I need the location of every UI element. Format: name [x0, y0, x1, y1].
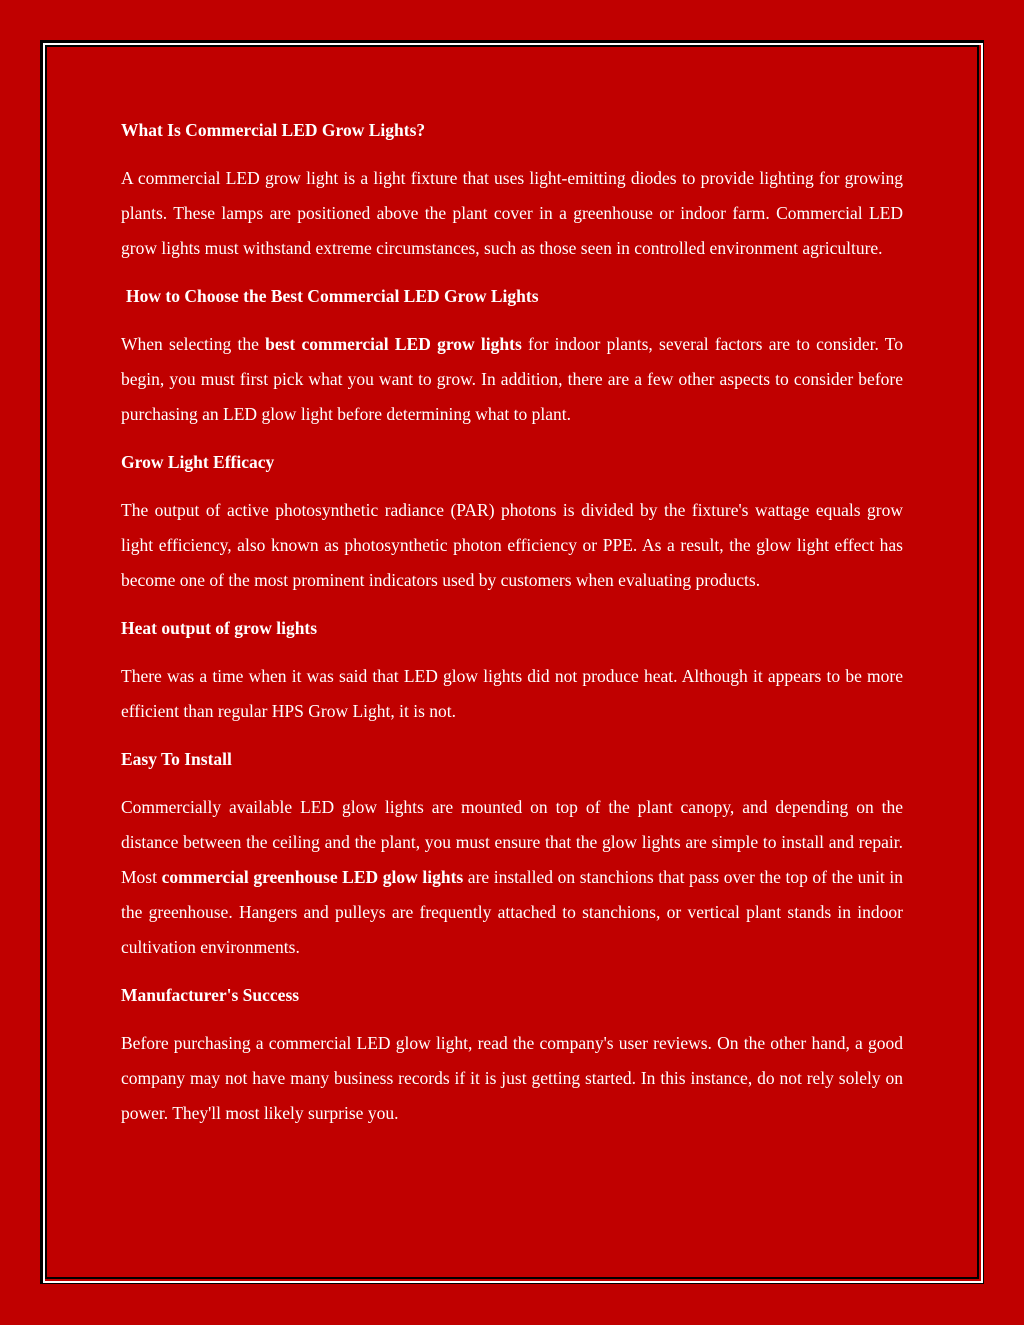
- section-efficacy: [121, 445, 903, 598]
- section-paragraph: [121, 790, 903, 965]
- section-heading: Heat output of grow lights: [121, 618, 318, 638]
- paragraph-text: The output of active photosynthetic radiance (PAR) photons is divided by the fixture's wattage equals grow light efficiency, also known as photosynthetic photon efficiency or PPE. As a result, the glow light effect has become one of the most prominent indicators used by customers when evaluating products.: [121, 500, 903, 590]
- keyword-link[interactable]: best commercial LED grow lights: [265, 334, 522, 354]
- section-heading: Easy To Install: [121, 749, 232, 769]
- section-paragraph: [121, 161, 903, 266]
- section-heading: Manufacturer's Success: [121, 985, 300, 1005]
- paragraph-text: are installed on stanchions that pass over the top of the unit in the greenhouse. Hangers and pulleys are frequently attached to stanchions, or vertical plant stands in indoor cultivation environments.: [121, 867, 903, 957]
- section-what-is: [121, 113, 903, 266]
- section-heat-output: [121, 611, 903, 729]
- section-heading: How to Choose the Best Commercial LED Grow Lights: [126, 286, 539, 306]
- section-paragraph: [121, 1026, 903, 1131]
- paragraph-text: A commercial LED grow light is a light fixture that uses light-emitting diodes to provide lighting for growing plants. These lamps are positioned above the plant cover in a greenhouse or indoor farm. Commercial LED grow lights must withstand extreme circumstances, such as those seen in controlled environment agriculture.: [121, 168, 903, 258]
- section-how-to-choose: [121, 279, 903, 432]
- section-manufacturer: [121, 978, 903, 1131]
- section-easy-install: [121, 742, 903, 965]
- section-paragraph: [121, 493, 903, 598]
- section-heading: Grow Light Efficacy: [121, 452, 275, 472]
- section-paragraph: [121, 327, 903, 432]
- paragraph-text: Commercially available LED glow lights are mounted on top of the plant canopy, and depending on the distance between the ceiling and the plant, you must ensure that the glow lights are simple to install and repair. Most: [121, 797, 903, 887]
- article-body: [121, 113, 903, 1144]
- paragraph-text: Before purchasing a commercial LED glow light, read the company's user reviews. On the other hand, a good company may not have many business records if it is just getting started. In this instance, do not rely solely on power. They'll most likely surprise you.: [121, 1033, 903, 1123]
- paragraph-text: for indoor plants, several factors are to consider. To begin, you must first pick what you want to grow. In addition, there are a few other aspects to consider before purchasing an LED glow light before determining what to plant.: [121, 334, 903, 424]
- keyword-link[interactable]: commercial greenhouse LED glow lights: [161, 867, 464, 887]
- section-heading: What Is Commercial LED Grow Lights?: [121, 120, 426, 140]
- section-paragraph: [121, 659, 903, 729]
- paragraph-text: There was a time when it was said that LED glow lights did not produce heat. Although it appears to be more efficient than regular HPS Grow Light, it is not.: [121, 666, 903, 721]
- paragraph-text: When selecting the: [121, 334, 266, 354]
